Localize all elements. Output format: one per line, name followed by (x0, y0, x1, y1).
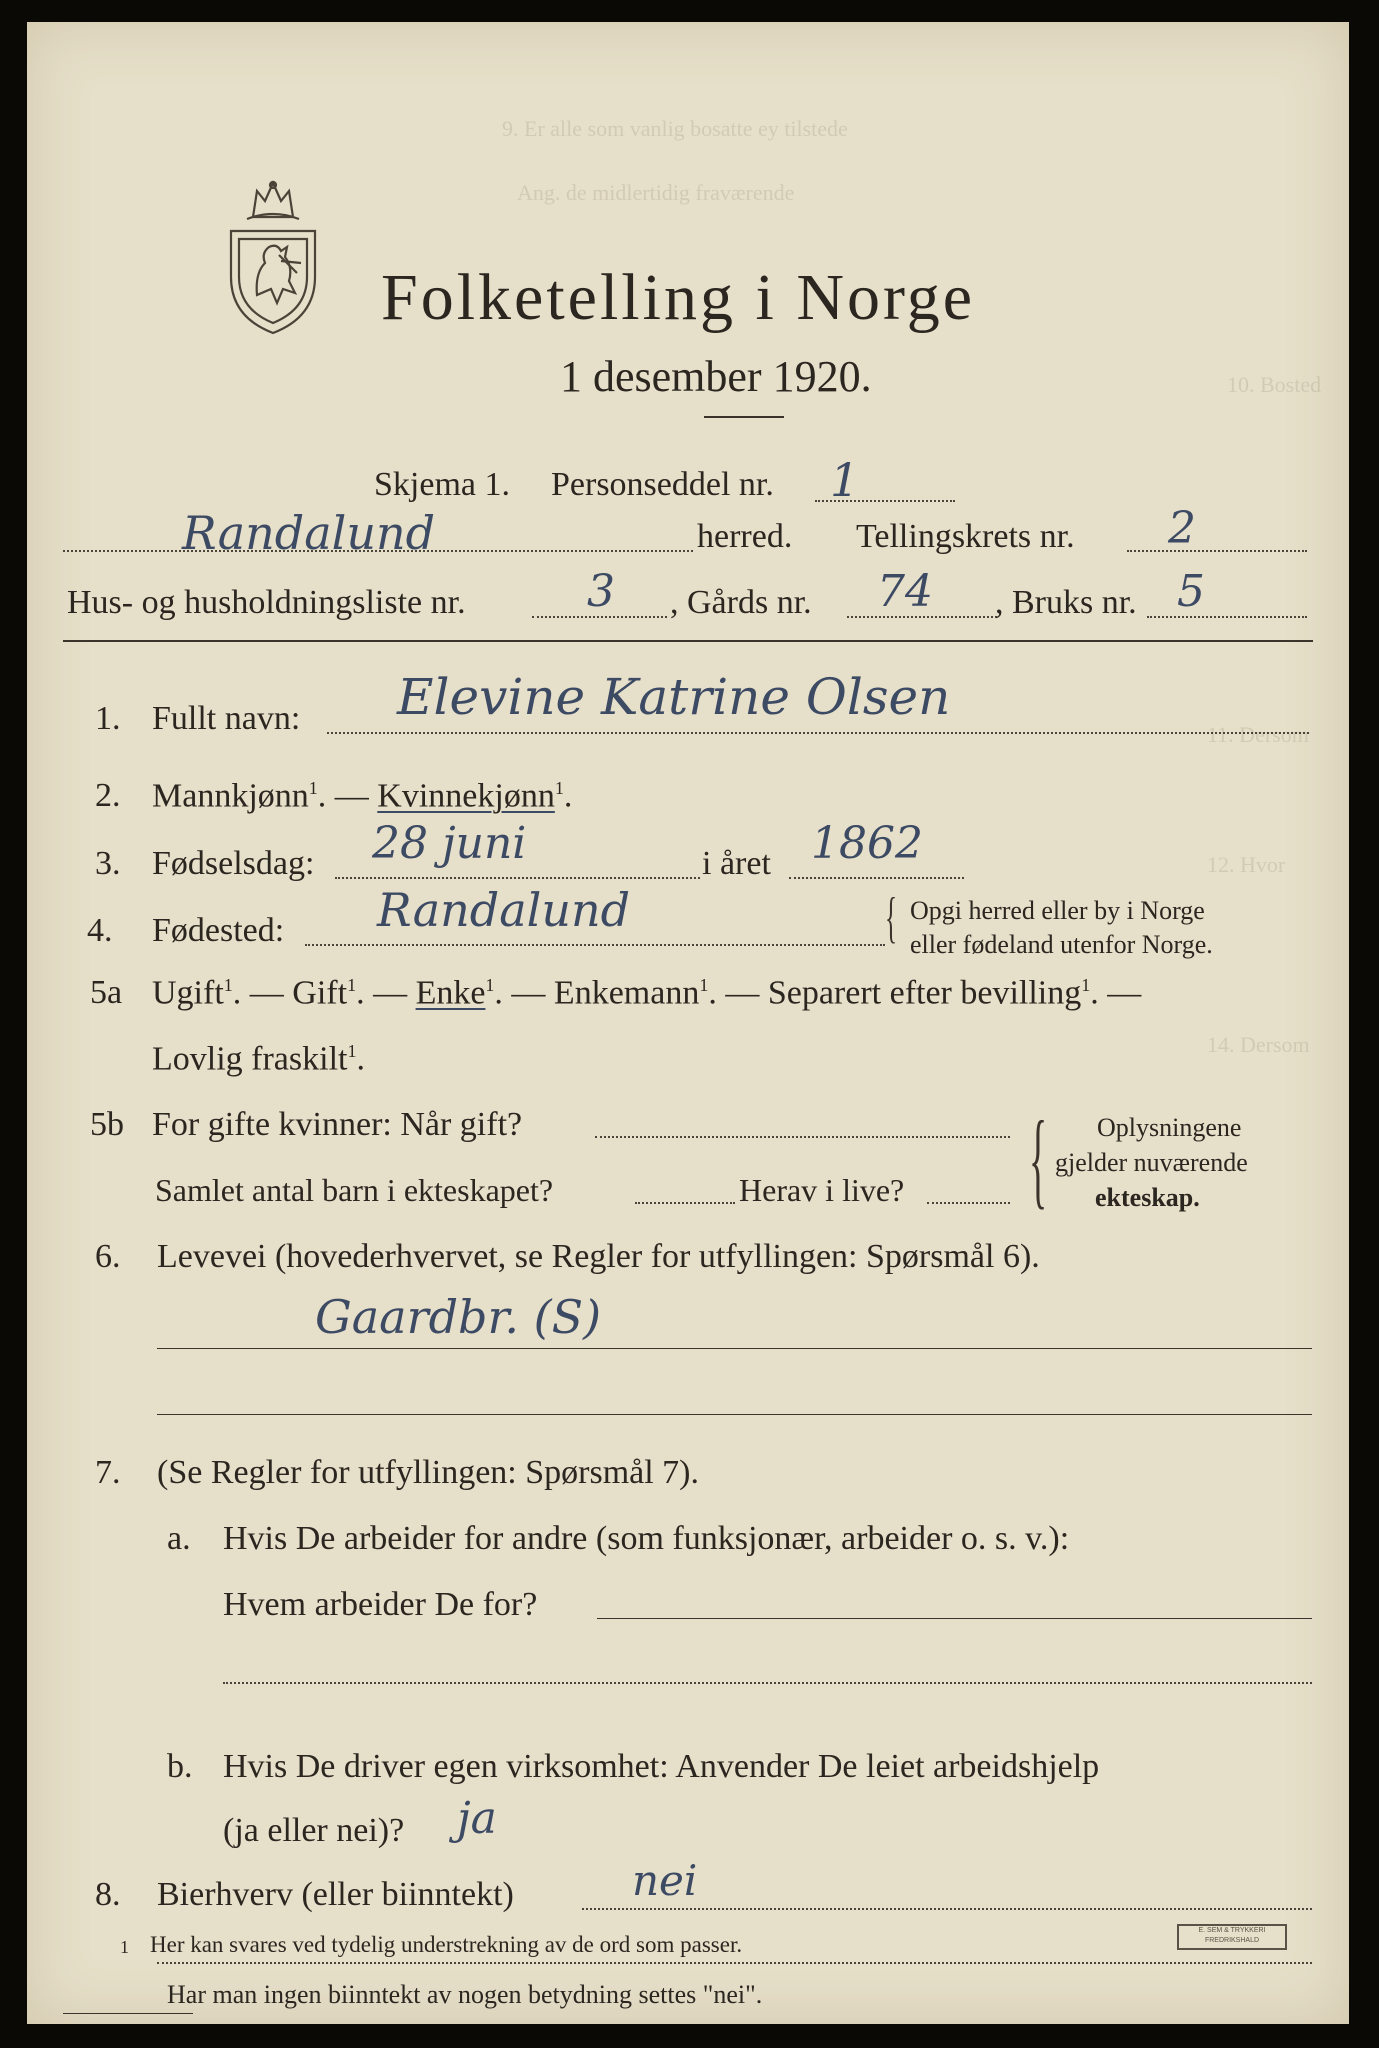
q6-value: Gaardbr. (S) (315, 1290, 602, 1344)
q4-note-line1: Opgi herred eller by i Norge (910, 896, 1205, 925)
q5b-number: 5b (90, 1106, 124, 1143)
q7a-letter: a. (167, 1520, 191, 1557)
q5b-note-line1: Oplysningene (1097, 1113, 1242, 1142)
q1-label: Fullt navn: (152, 700, 301, 737)
q5b-when-line (595, 1136, 1010, 1138)
q5a-selected-enke: Enke (415, 974, 486, 1012)
herred-label: herred. (697, 518, 793, 555)
hus-label: Hus- og husholdningsliste nr. (67, 584, 466, 621)
q3-label: Fødselsdag: (152, 845, 315, 882)
q3-year-value: 1862 (811, 818, 923, 869)
q7-label: (Se Regler for utfyllingen: Spørsmål 7). (157, 1454, 700, 1491)
q2-label: Mannkjønn$^1$. — Kvinnekjønn$^1$. (152, 777, 573, 815)
q1-number: 1. (95, 700, 121, 737)
q3-number: 3. (95, 845, 121, 882)
q8-line2 (157, 1962, 1312, 1964)
printer-stamp-visible: E. SEM & TRYKKERI FREDRIKSHALD (1177, 1924, 1287, 1950)
skjema-label: Skjema 1. (374, 466, 510, 503)
tellingskrets-label: Tellingskrets nr. (856, 518, 1075, 555)
tellingskrets-value: 2 (1168, 503, 1196, 554)
bruks-line (1147, 616, 1307, 618)
q7b-letter: b. (167, 1748, 193, 1785)
q7a-line2 (223, 1682, 1312, 1684)
q6-line1 (157, 1348, 1312, 1349)
q3-year-line (789, 877, 964, 879)
herred-value: Randalund (182, 506, 436, 560)
q2-selected-kvinnekjonn: Kvinnekjønn (377, 777, 555, 815)
personseddel-label: Personseddel nr. (551, 466, 774, 503)
q6-label: Levevei (hovederhvervet, se Regler for utfyllingen: Spørsmål 6). (157, 1238, 1040, 1275)
title-divider (704, 416, 784, 418)
gards-value: 74 (877, 566, 933, 617)
q5b-label-children: Samlet antal barn i ekteskapet? (155, 1172, 554, 1208)
q1-line (327, 732, 1309, 734)
bleed-through-5: 12. Hvor (1207, 852, 1286, 877)
bleed-through-2: Ang. de midlertidig fraværende (517, 180, 795, 205)
q5b-note-brace: { (1029, 1100, 1048, 1219)
gards-label: , Gårds nr. (670, 584, 812, 621)
header-divider (63, 640, 1313, 642)
form-title: Folketelling i Norge (381, 261, 976, 334)
q8-number: 8. (95, 1876, 121, 1913)
q7a-label-2: Hvem arbeider De for? (223, 1586, 538, 1623)
q7b-label-2: (ja eller nei)? (223, 1812, 405, 1849)
hus-value: 3 (587, 566, 615, 617)
q4-note-brace: { (885, 887, 898, 949)
q8-line (582, 1908, 1312, 1910)
q3-line (335, 877, 700, 879)
q3-year-label: i året (702, 845, 771, 882)
q4-line (305, 944, 885, 946)
personseddel-value: 1 (830, 453, 860, 507)
q1-value: Elevine Katrine Olsen (397, 668, 951, 726)
q4-value: Randalund (377, 883, 631, 937)
q8-value: nei (632, 1856, 698, 1905)
q5b-label-alive: Herav i live? (739, 1172, 905, 1208)
q7b-label-1: Hvis De driver egen virksomhet: Anvender De leiet arbeidshjelp (223, 1748, 1100, 1785)
q6-line2 (157, 1414, 1312, 1415)
footer-note: Har man ingen biinntekt av nogen betydning settes "nei". (167, 1980, 763, 2009)
bleed-through-6: 14. Dersom (1207, 1032, 1310, 1057)
q5b-note-line2: gjelder nuværende (1055, 1148, 1248, 1177)
q5b-children-line (635, 1202, 735, 1204)
q3-value: 28 juni (372, 818, 527, 869)
census-form-sheet (27, 22, 1349, 2024)
q7a-label-1: Hvis De arbeider for andre (som funksjonær, arbeider o. s. v.): (223, 1520, 1070, 1557)
q5a-number: 5a (90, 974, 123, 1011)
q4-note-line2: eller fødeland utenfor Norge. (910, 930, 1213, 959)
bleed-through-1: 9. Er alle som vanlig bosatte ey tilstede (502, 116, 848, 141)
q5a-options: Ugift$^1$. — Gift$^1$. — Enke$^1$. — Enkemann$^1$. — Separert efter bevilling$^1$. — (152, 974, 1142, 1012)
q5b-label-when-married: For gifte kvinner: Når gift? (152, 1106, 523, 1143)
q4-number: 4. (87, 912, 113, 949)
bleed-through-3: 10. Bosted (1227, 372, 1322, 397)
q6-number: 6. (95, 1238, 121, 1275)
q5a-line2: Lovlig fraskilt$^1$. (152, 1040, 365, 1078)
q7b-value: ja (457, 1793, 497, 1844)
bruks-value: 5 (1177, 566, 1205, 617)
bruks-label: , Bruks nr. (995, 584, 1137, 621)
footnote-text-visible: Her kan svares ved tydelig understrekning av de ord som passer. (150, 1932, 743, 1957)
q5b-note-line3: ekteskap. (1095, 1183, 1200, 1212)
q8-label: Bierhverv (eller biinntekt) (157, 1876, 514, 1913)
q4-label: Fødested: (152, 912, 285, 949)
tellingskrets-line (1127, 550, 1307, 552)
q7-number: 7. (95, 1454, 121, 1491)
form-date: 1 desember 1920. (560, 352, 872, 401)
footnote-divider (63, 2013, 193, 2014)
q2-number: 2. (95, 777, 121, 814)
bleed-through-4: 11. Dersom (1207, 722, 1309, 747)
norway-coat-of-arms-icon (217, 177, 329, 337)
q7a-line1 (597, 1618, 1312, 1619)
q5b-alive-line (927, 1202, 1010, 1204)
footnote-mark-visible: 1 (120, 1937, 129, 1957)
